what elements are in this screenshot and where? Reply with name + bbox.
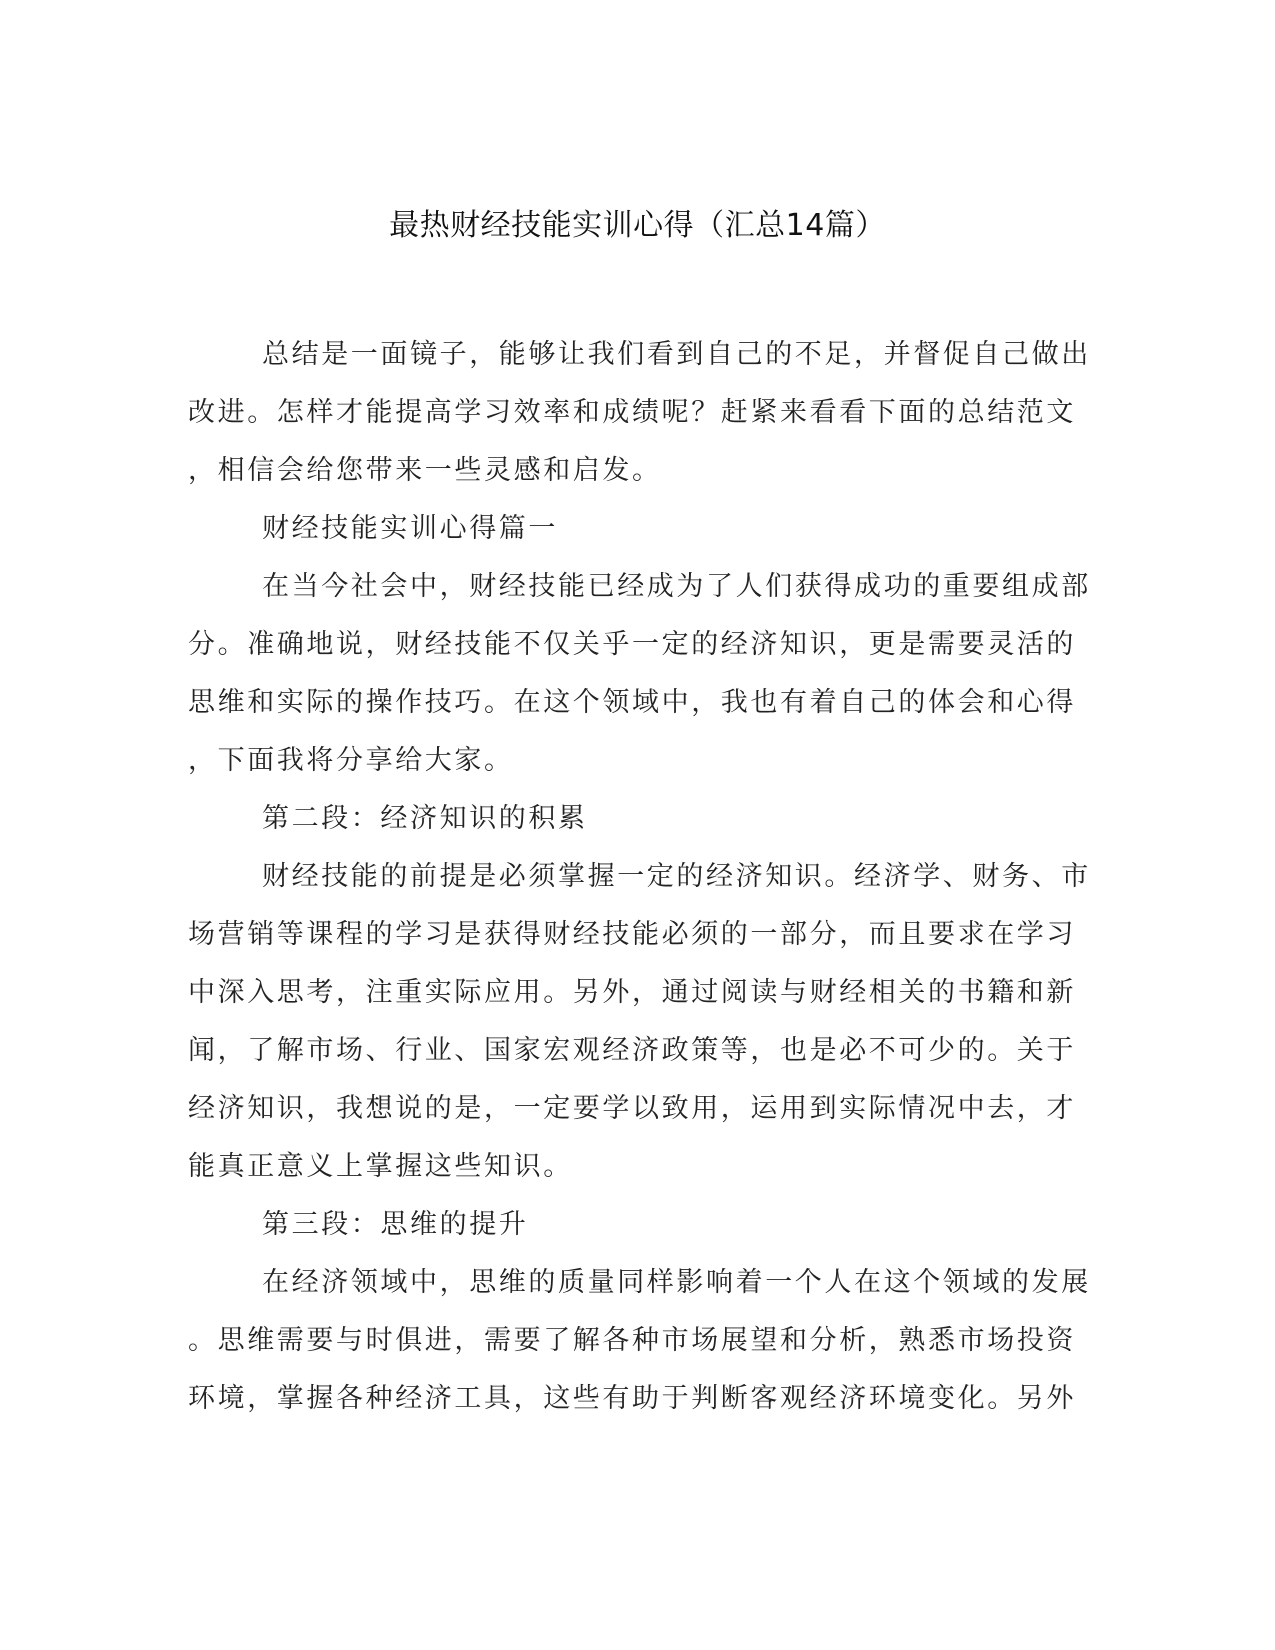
document-title: 最热财经技能实训心得（汇总14篇） <box>389 208 886 243</box>
paragraph-line: 场营销等课程的学习是获得财经技能必须的一部分，而且要求在学习 <box>188 919 1076 950</box>
paragraph-line: 在经济领域中，思维的质量同样影响着一个人在这个领域的发展 <box>262 1267 1091 1298</box>
paragraph-line: 环境，掌握各种经济工具，这些有助于判断客观经济环境变化。另外 <box>188 1383 1076 1414</box>
section-heading: 财经技能实训心得篇一 <box>262 513 558 544</box>
paragraph-line: 总结是一面镜子，能够让我们看到自己的不足，并督促自己做出 <box>262 339 1091 370</box>
paragraph-line: ，下面我将分享给大家。 <box>188 745 514 776</box>
paragraph-line: 财经技能的前提是必须掌握一定的经济知识。经济学、财务、市 <box>262 861 1091 892</box>
paragraph-line: 中深入思考，注重实际应用。另外，通过阅读与财经相关的书籍和新 <box>188 977 1076 1008</box>
paragraph-line: 。思维需要与时俱进，需要了解各种市场展望和分析，熟悉市场投资 <box>188 1325 1076 1356</box>
paragraph-line: 思维和实际的操作技巧。在这个领域中，我也有着自己的体会和心得 <box>188 687 1076 718</box>
paragraph-line: 经济知识，我想说的是，一定要学以致用，运用到实际情况中去，才 <box>188 1093 1076 1124</box>
paragraph-line: 分。准确地说，财经技能不仅关乎一定的经济知识，更是需要灵活的 <box>188 629 1076 660</box>
section-heading: 第二段：经济知识的积累 <box>262 803 588 834</box>
document-body <box>188 326 1091 1428</box>
paragraph-line: 改进。怎样才能提高学习效率和成绩呢？赶紧来看看下面的总结范文 <box>188 397 1076 428</box>
paragraph-line: ，相信会给您带来一些灵感和启发。 <box>188 455 662 486</box>
section-heading: 第三段：思维的提升 <box>262 1209 529 1240</box>
paragraph-line: 能真正意义上掌握这些知识。 <box>188 1151 573 1182</box>
paragraph-line: 在当今社会中，财经技能已经成为了人们获得成功的重要组成部 <box>262 571 1091 602</box>
paragraph-line: 闻，了解市场、行业、国家宏观经济政策等，也是必不可少的。关于 <box>188 1035 1076 1066</box>
